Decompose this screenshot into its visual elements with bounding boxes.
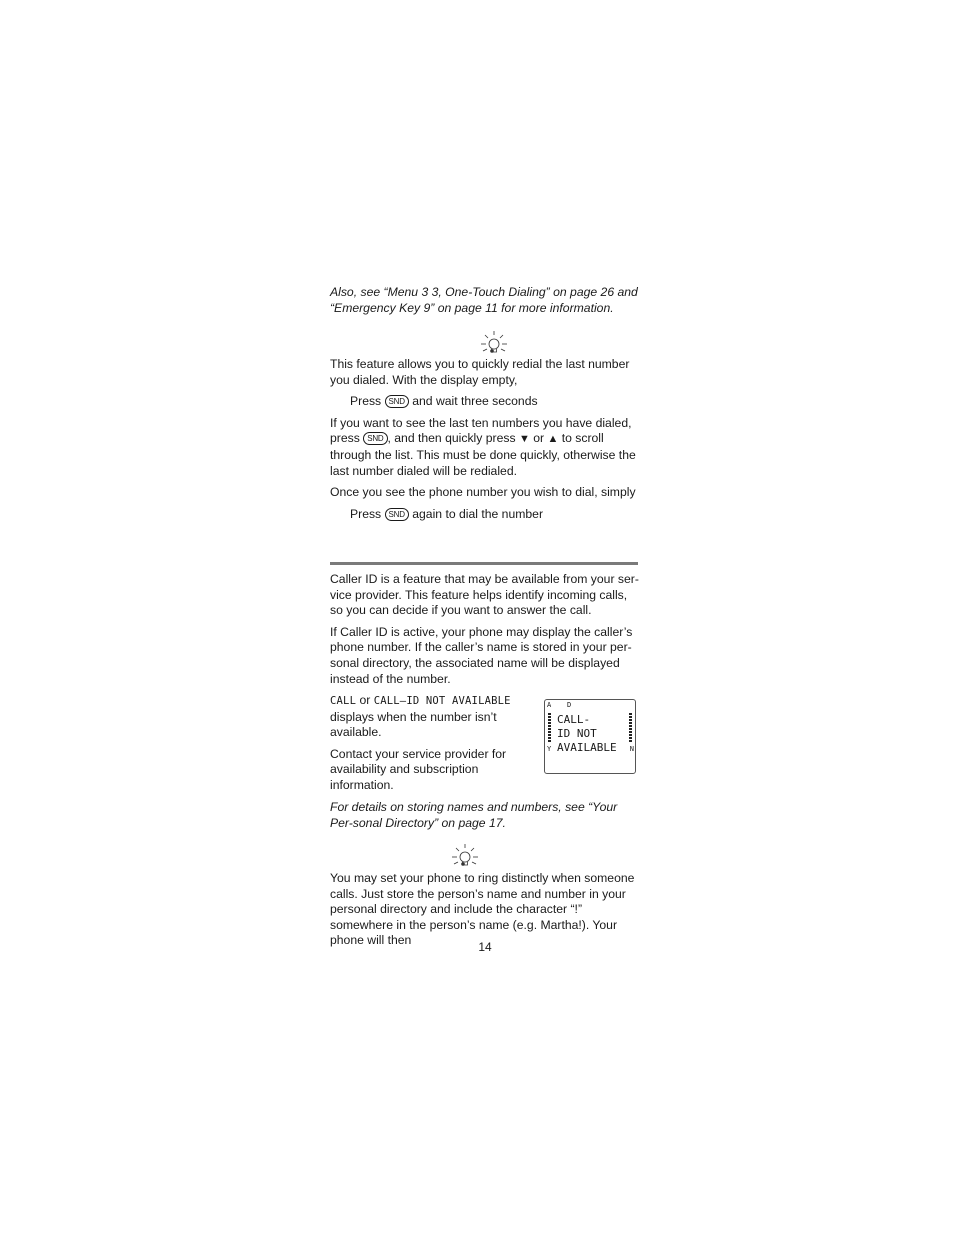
indicator-y: Y <box>547 745 552 753</box>
down-arrow-icon: ▼ <box>518 433 530 446</box>
redial-scroll-paragraph: If you want to see the last ten numbers you have dialed, press SND , and then quickly press ▼ or ▲ to scroll through the list. This must be done quickly, otherwise the last number dialed will be redialed. <box>330 415 636 478</box>
indicator-d: D <box>567 701 572 709</box>
snd-key-icon: SND <box>363 432 387 445</box>
indicator-a: A <box>547 701 552 709</box>
battery-level-bar <box>629 713 632 743</box>
redial-step-2: Press SND again to dial the number <box>350 506 544 521</box>
page-number: 14 <box>478 940 492 954</box>
display-text: CALL- ID NOT AVAILABLE <box>557 713 617 754</box>
lightbulb-icon <box>479 329 509 357</box>
snd-key-icon: SND <box>385 508 409 521</box>
section-divider <box>330 562 638 565</box>
signal-strength-bar <box>548 713 551 743</box>
lightbulb-icon <box>450 842 480 870</box>
up-arrow-icon: ▲ <box>547 433 559 446</box>
directory-note: For details on storing names and numbers, see “Your Per-sonal Directory” on page 17. <box>330 800 618 830</box>
snd-key-icon: SND <box>385 395 409 408</box>
redial-step-1: Press SND and wait three seconds <box>350 394 538 409</box>
callerid-display-notes: CALL or CALL–ID NOT AVAILABLE displays when the number isn’t available. Contact your service provider for availability and subscription information. <box>330 693 530 794</box>
indicator-n: N <box>629 745 634 753</box>
callerid-message-paragraph: CALL or CALL–ID NOT AVAILABLE displays when the number isn’t available. <box>330 693 511 740</box>
distinct-ring-section: You may set your phone to ring distinctly when someone calls. Just store the person’s name and number in your personal directory and include the character “!” somewhere in the person’s name (e.g. Martha!). Your phone will then <box>330 871 635 948</box>
intro-note: Also, see “Menu 3 3, One-Touch Dialing” on page 26 and “Emergency Key 9” on page 11 for more information. <box>330 285 638 315</box>
callerid-section: Caller ID is a feature that may be available from your ser-vice provider. This feature helps identify incoming calls, so you can decide if you want to answer the call. If Caller ID is active, your phone may display the caller’s phone number. If the caller’s name is stored in your per-sonal directory, the associated name will be displayed instead of the number. <box>330 572 639 686</box>
phone-display <box>544 699 636 774</box>
redial-section: This feature allows you to quickly redial the last number you dialed. With the display empty, Press SND and wait three seconds If you want to see the last ten numbers you have dialed, press SND , and then quickly press ▼ or ▲ to scroll through the list. This must be done quickly, otherwise the last number dialed will be redialed. Once you see the phone number you wish to dial, simply Press SND again to dial the number <box>330 357 640 522</box>
